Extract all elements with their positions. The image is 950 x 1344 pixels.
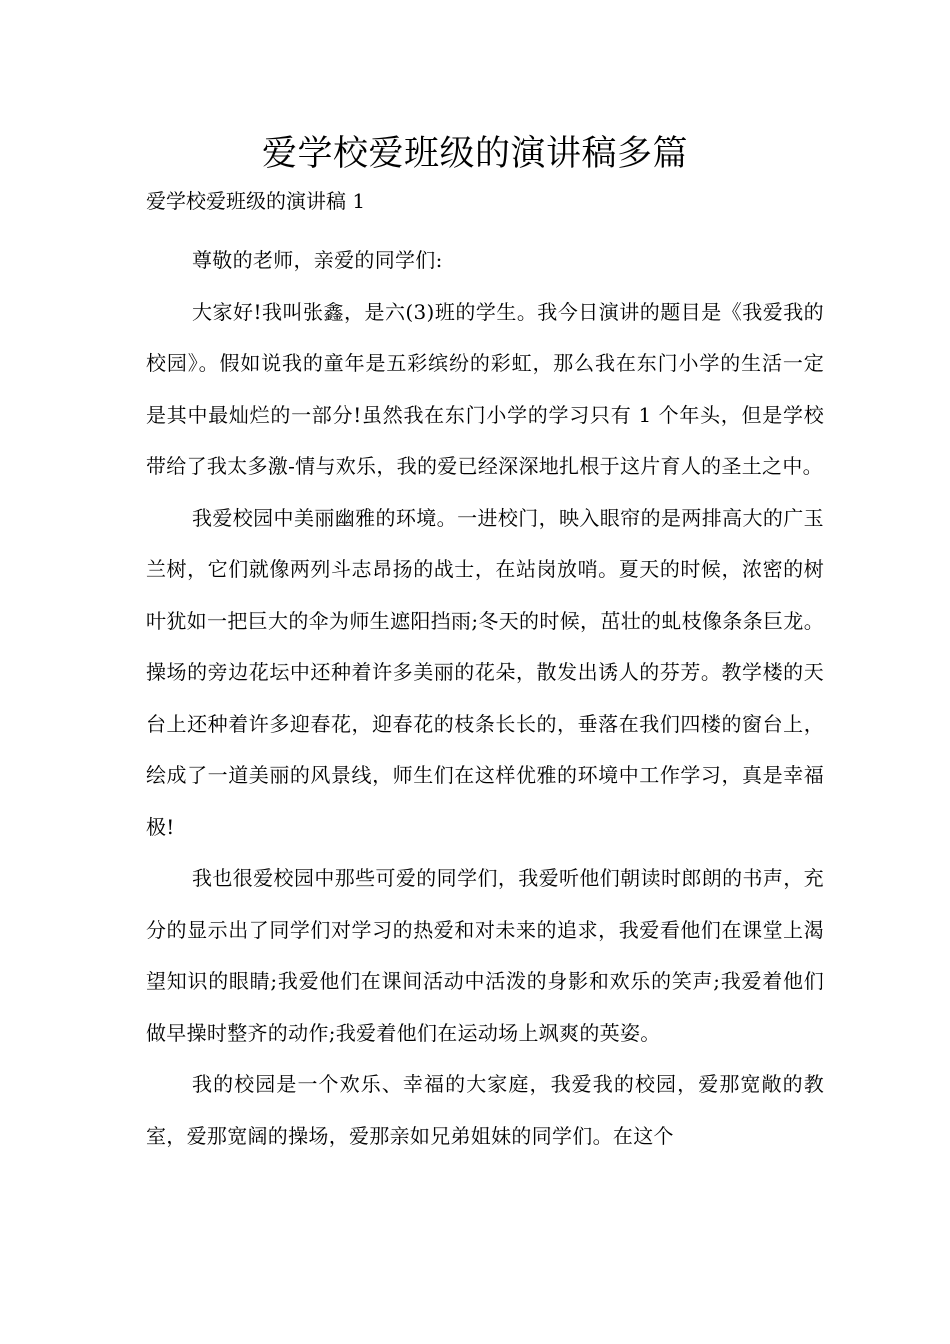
- paragraph-classmates: 我也很爱校园中那些可爱的同学们，我爱听他们朝读时郎朗的书声，充分的显示出了同学们对学习的热爱和对未来的追求，我爱看他们在课堂上渴望知识的眼睛;我爱他们在课间活动中活泼的身影和欢乐的笑声;我爱着他们做早操时整齐的动作;我爱着他们在运动场上飒爽的英姿。: [146, 866, 824, 1045]
- paragraph-family: 我的校园是一个欢乐、幸福的大家庭，我爱我的校园，爱那宽敞的教室，爱那宽阔的操场，爱那亲如兄弟姐妹的同学们。在这个: [146, 1072, 824, 1148]
- document-title: 爱学校爱班级的演讲稿多篇: [261, 134, 688, 174]
- section-heading: 爱学校爱班级的演讲稿 1: [146, 189, 366, 213]
- paragraph-environment: 我爱校园中美丽幽雅的环境。一进校门，映入眼帘的是两排高大的广玉兰树，它们就像两列斗志昂扬的战士，在站岗放哨。夏天的时候，浓密的树叶犹如一把巨大的伞为师生遮阳挡雨;冬天的时候，茁壮的虬枝像条条巨龙。操场的旁边花坛中还种着许多美丽的花朵，散发出诱人的芬芳。教学楼的天台上还种着许多迎春花，迎春花的枝条长长的，垂落在我们四楼的窗台上，绘成了一道美丽的风景线，师生们在这样优雅的环境中工作学习，真是幸福极!: [146, 505, 824, 839]
- paragraph-introduction: 大家好!我叫张鑫，是六(3)班的学生。我今日演讲的题目是《我爱我的校园》。假如说我的童年是五彩缤纷的彩虹，那么我在东门小学的生活一定是其中最灿烂的一部分!虽然我在东门小学的学习只有 1 个年头，但是学校带给了我太多激-情与欢乐，我的爱已经深深地扎根于这片育人的圣土之中。: [146, 299, 824, 478]
- document-body: [146, 235, 824, 1162]
- paragraph-salutation: 尊敬的老师，亲爱的同学们:: [192, 248, 443, 272]
